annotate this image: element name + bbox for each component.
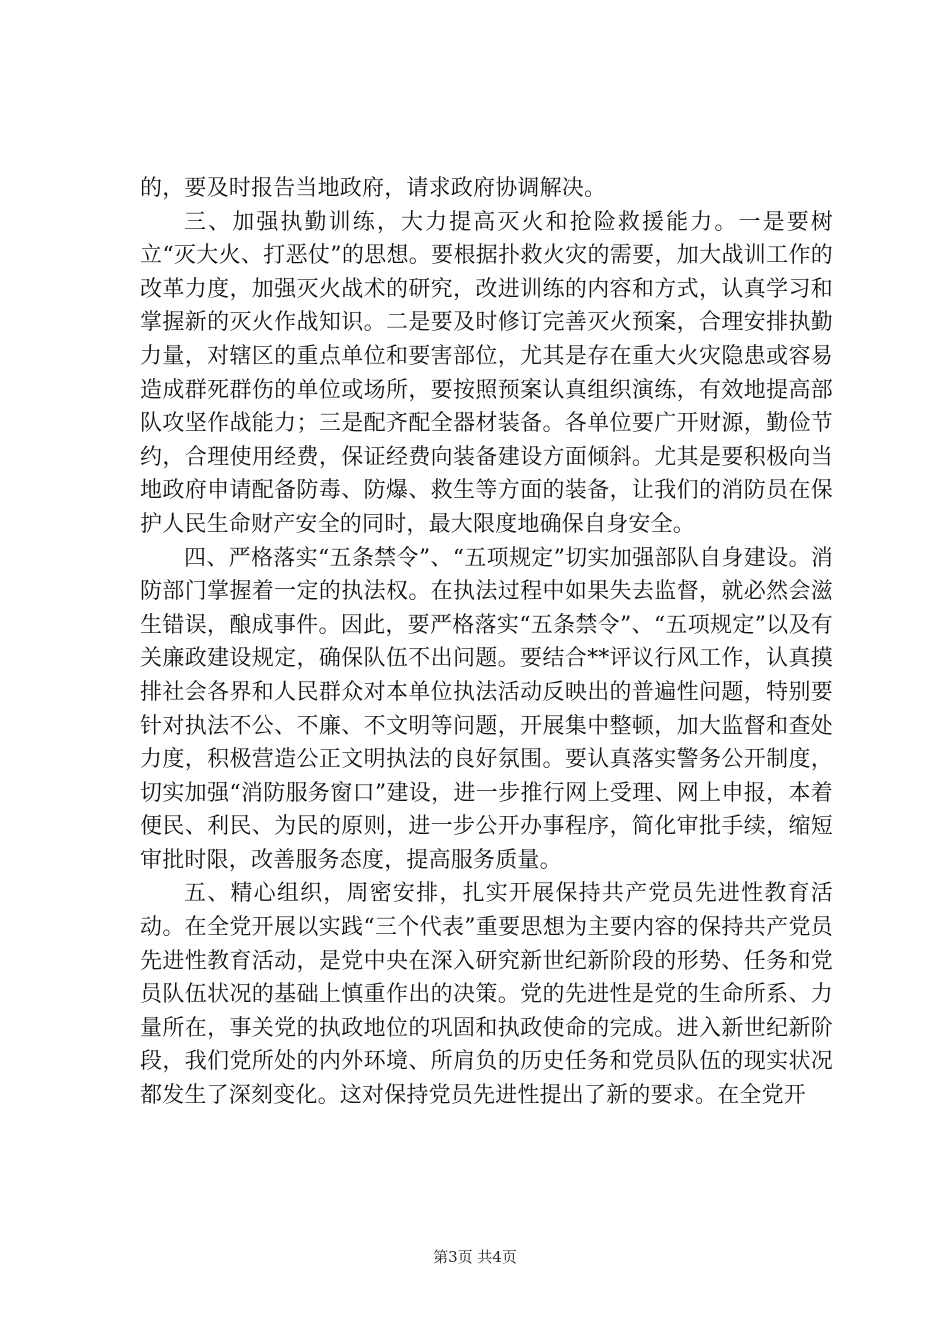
- paragraph-section-four: 四、严格落实“五条禁令”、“五项规定”切实加强部队自身建设。消防部门掌握着一定的执法权。在执法过程中如果失去监督，就必然会滋生错误，酿成事件。因此，要严格落实“五条禁令”、“五项规定”以及有关廉政建设规定，确保队伍不出问题。要结合**评议行风工作，认真摸排社会各界和人民群众对本单位执法活动反映出的普遍性问题，特别要针对执法不公、不廉、不文明等问题，开展集中整顿，加大监督和查处力度，积极营造公正文明执法的良好氛围。要认真落实警务公开制度，切实加强“消防服务窗口”建设，进一步推行网上受理、网上申报，本着便民、利民、为民的原则，进一步公开办事程序，简化审批手续，缩短审批时限，改善服务态度，提高服务质量。: [140, 545, 833, 873]
- paragraph-section-three: 三、加强执勤训练，大力提高灭火和抢险救援能力。一是要树立“灭大火、打恶仗”的思想。要根据扑救火灾的需要，加大战训工作的改革力度，加强灭火战术的研究，改进训练的内容和方式，认真学习和掌握新的灭火作战知识。二是要及时修订完善灭火预案，合理安排执勤力量，对辖区的重点单位和要害部位，尤其是存在重大火灾隐患或容易造成群死群伤的单位或场所，要按照预案认真组织演练，有效地提高部队攻坚作战能力；三是配齐配全器材装备。各单位要广开财源，勤俭节约，合理使用经费，保证经费向装备建设方面倾斜。尤其是要积极向当地政府申请配备防毒、防爆、救生等方面的装备，让我们的消防员在保护人民生命财产安全的同时，最大限度地确保自身安全。: [140, 209, 833, 537]
- page-number-footer: 第3页 共4页: [433, 1248, 517, 1266]
- paragraph-section-five: 五、精心组织，周密安排，扎实开展保持共产党员先进性教育活动。在全党开展以实践“三个代表”重要思想为主要内容的保持共产党员先进性教育活动，是党中央在深入研究新世纪新阶段的形势、任务和党员队伍状况的基础上慎重作出的决策。党的先进性是党的生命所系、力量所在，事关党的执政地位的巩固和执政使命的完成。进入新世纪新阶段，我们党所处的内外环境、所肩负的历史任务和党员队伍的现实状况都发生了深刻变化。这对保持党员先进性提出了新的要求。在全党开: [140, 881, 833, 1109]
- paragraph-continuation: 的，要及时报告当地政府，请求政府协调解决。: [140, 176, 607, 201]
- document-body: [140, 172, 833, 1113]
